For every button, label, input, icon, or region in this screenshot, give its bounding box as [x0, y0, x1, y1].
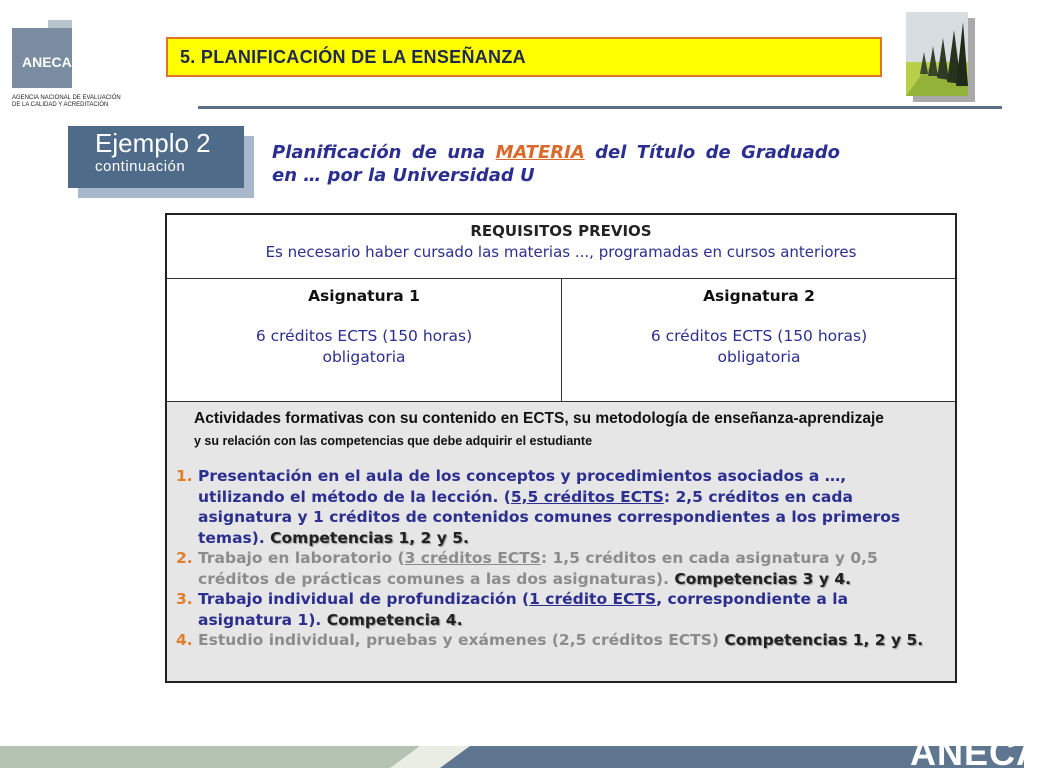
item-number: 1. — [176, 467, 193, 485]
requisitos-row — [167, 215, 955, 278]
asignatura-credits: 6 créditos ECTS (150 horas) — [255, 327, 473, 345]
item-number: 2. — [176, 549, 193, 567]
materia-highlight: MATERIA — [495, 142, 585, 163]
cypress-trees-photo — [906, 12, 968, 96]
asignatura-type: obligatoria — [717, 348, 801, 366]
course-table — [165, 213, 957, 683]
asignatura-name: Asignatura 1 — [308, 287, 420, 305]
asignatura-2-cell — [562, 279, 956, 401]
competencias-label: Competencias 3 y 4. — [674, 569, 852, 588]
section-title: 5. PLANIFICACIÓN DE LA ENSEÑANZA — [180, 47, 526, 67]
competencias-label: Competencia 4. — [326, 610, 463, 629]
list-item: 4. Estudio individual, pruebas y exámenes (2,5 créditos ECTS) Competencias 1, 2 y 5. — [176, 631, 924, 649]
svg-text:ANECA: ANECA — [22, 54, 72, 70]
aneca-logo — [12, 20, 72, 88]
example-title: Ejemplo 2 — [95, 128, 211, 158]
example-box — [68, 126, 244, 188]
actividades-intro: Actividades formativas con su contenido en ECTS, su metodología de enseñanza-aprendizaje y su relación con las competencias que debe adquirir el estudiante — [194, 410, 884, 448]
asignatura-credits: 6 créditos ECTS (150 horas) — [650, 327, 868, 345]
actividades-section — [167, 402, 955, 681]
asignatura-type: obligatoria — [322, 348, 406, 366]
footer-band — [0, 746, 1024, 768]
item-number: 3. — [176, 590, 193, 608]
competencias-label: Competencias 1, 2 y 5. — [724, 631, 924, 649]
competencias-label: Competencias 1, 2 y 5. — [270, 528, 469, 547]
header-divider — [198, 106, 1002, 109]
list-item: 1. Presentación en el aula de los conceptos y procedimientos asociados a …, utilizando el método de la lección. (5,5 créditos ECTS: 2,5 créditos en cada asignatura y 1 créditos de contenidos comunes correspondientes a los primeros temas). Competencias 1, 2 y 5. — [176, 467, 901, 547]
planning-heading: Planificación de una MATERIA del Título de Graduado en … por la Universidad U — [272, 142, 840, 186]
section-title-bar — [166, 37, 882, 77]
logo-subtitle: AGENCIA NACIONAL DE EVALUACIÓN DE LA CALIDAD Y ACREDITACIÓN — [12, 95, 121, 108]
example-subtitle: continuación — [95, 158, 186, 175]
list-item: 3. Trabajo individual de profundización (1 crédito ECTS, correspondiente a la asignatura 1). Competencia 4. — [176, 590, 849, 629]
asignatura-1-cell — [167, 279, 561, 401]
item-number: 4. — [176, 631, 193, 649]
requisitos-title: REQUISITOS PREVIOS — [470, 222, 652, 240]
list-item: 2. Trabajo en laboratorio (3 créditos ECTS: 1,5 créditos en cada asignatura y 0,5 créditos de prácticas comunes a las dos asignaturas). Competencias 3 y 4. — [176, 549, 878, 588]
footer-logo: ANECA — [910, 732, 1043, 773]
requisitos-text: Es necesario haber cursado las materias ..., programadas en cursos anteriores — [265, 243, 857, 261]
actividades-list — [176, 466, 936, 651]
asignatura-name: Asignatura 2 — [703, 287, 815, 305]
